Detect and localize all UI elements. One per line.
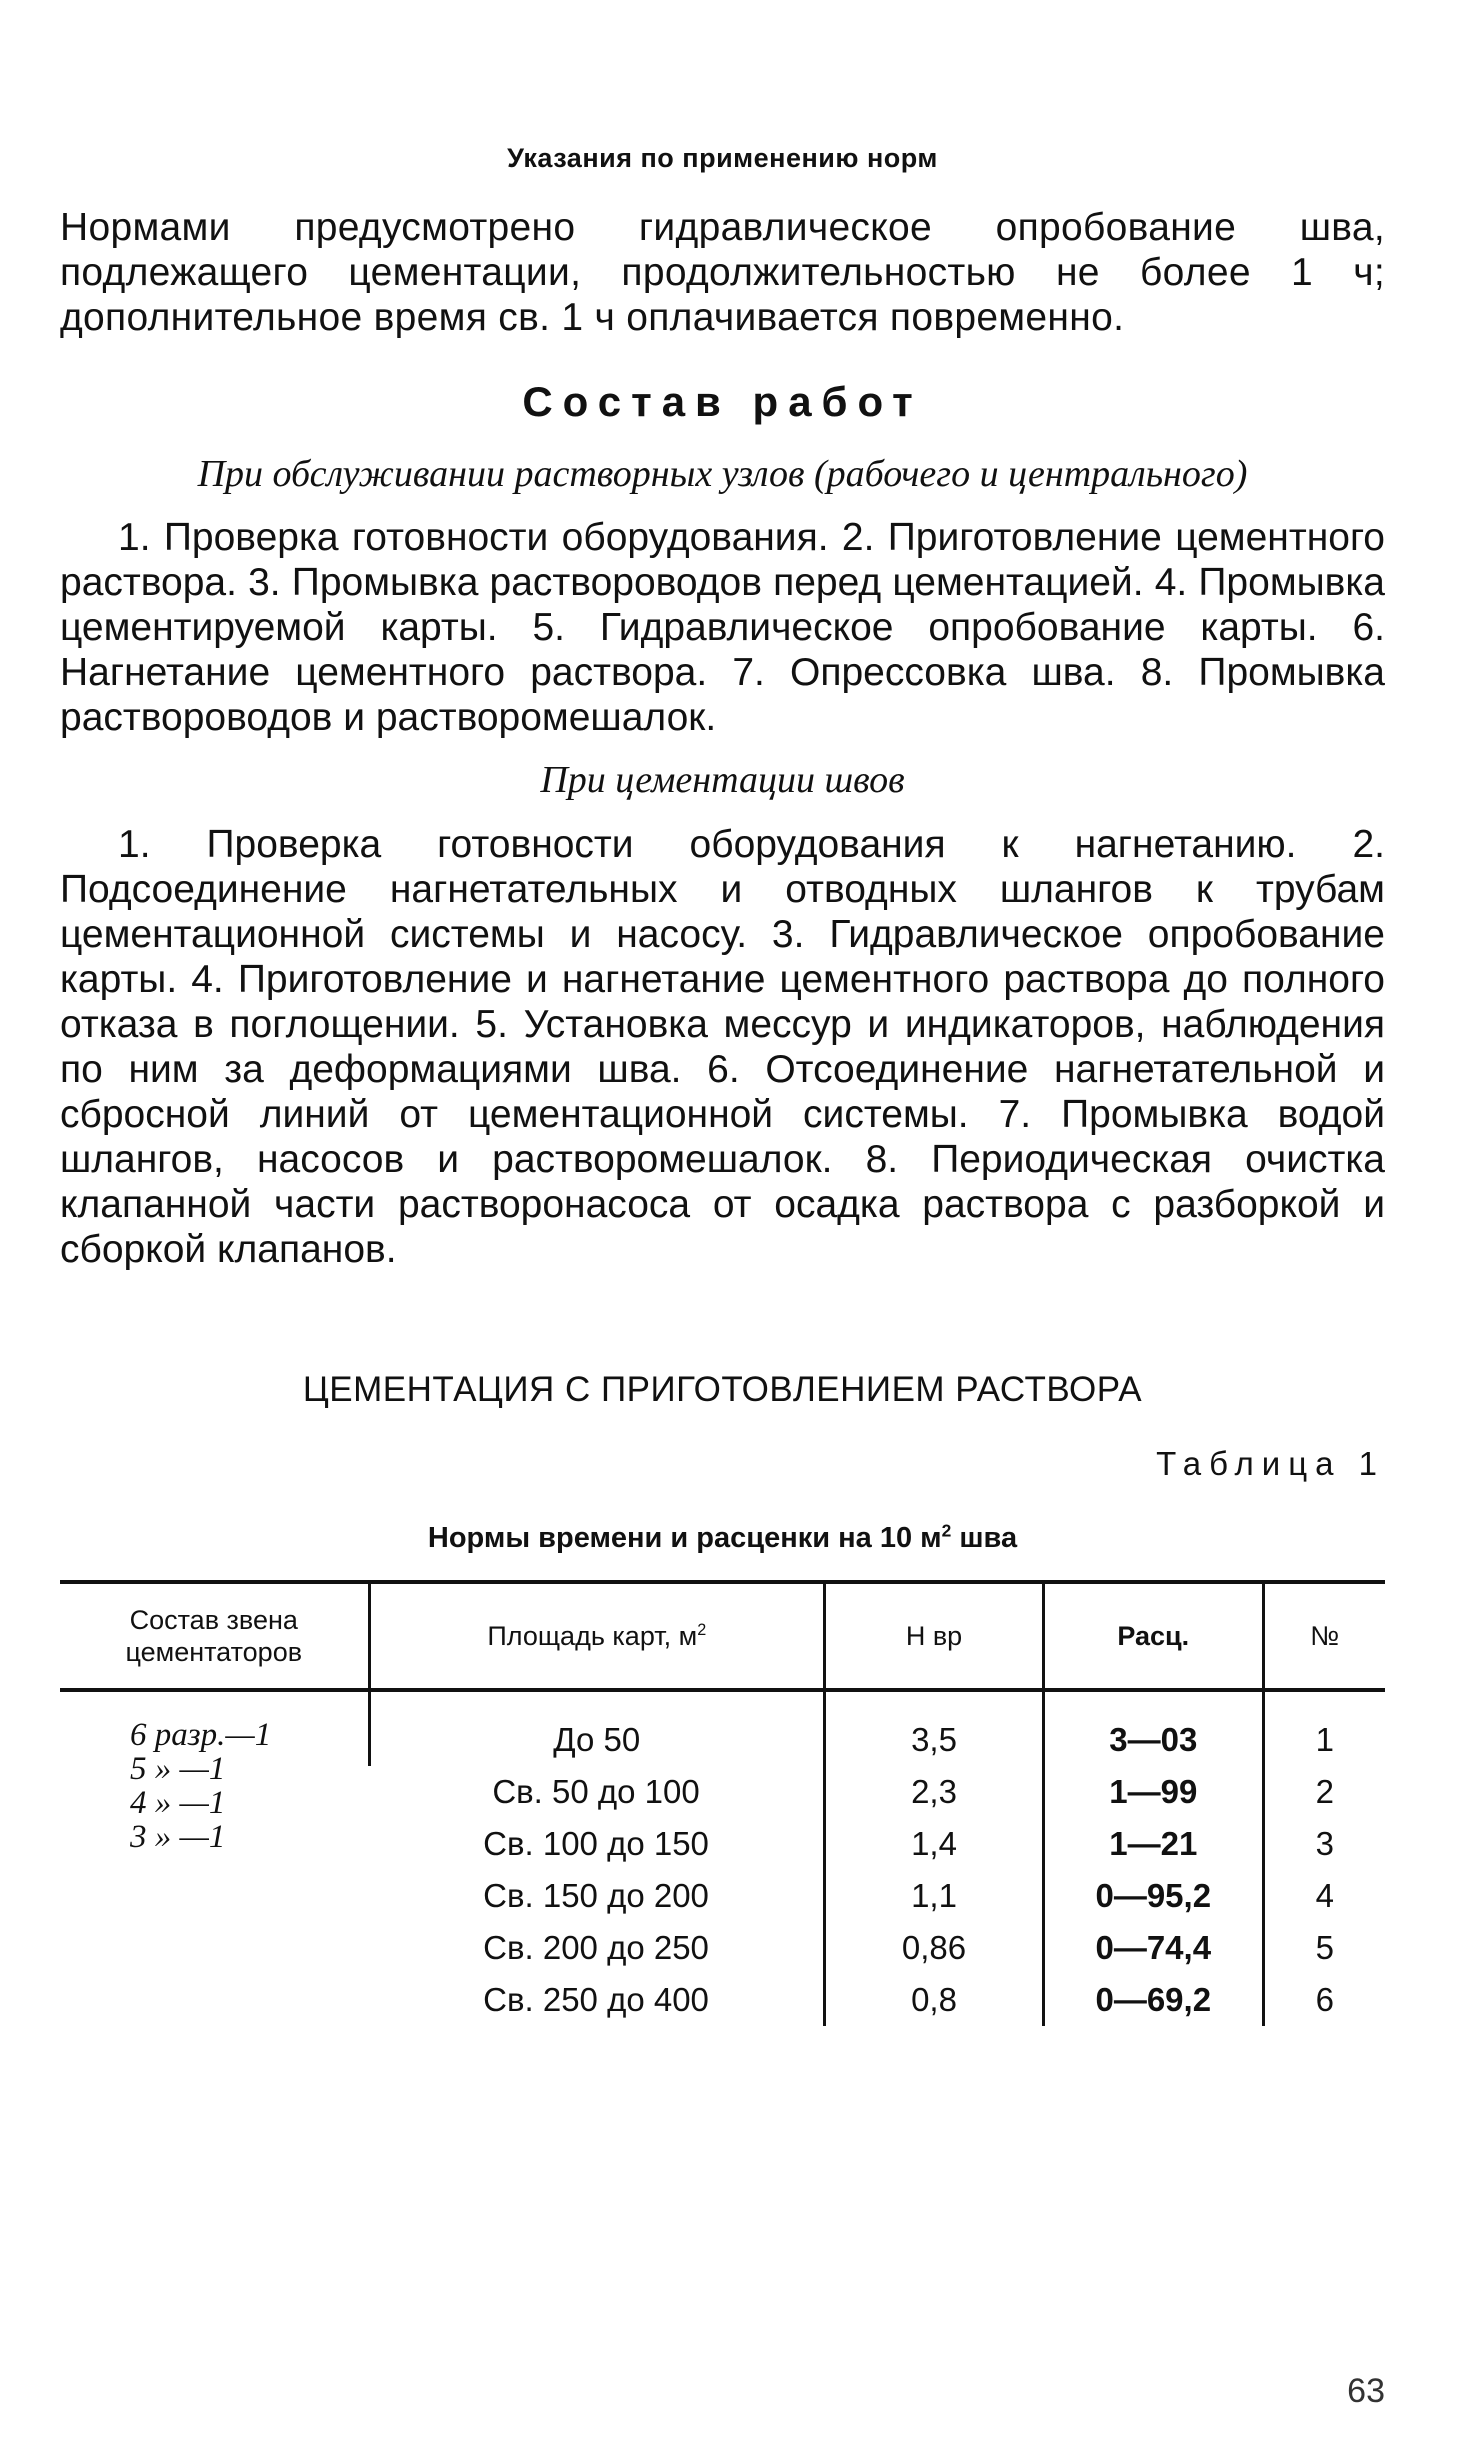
rate-cell: 1—99	[1044, 1766, 1264, 1818]
table-header-row	[60, 1582, 1385, 1690]
cementation-paragraph: 1. Проверка готовности оборудования к нагнетанию. 2. Подсоединение нагнетательных и отводных шлангов к трубам цементационной системы и насосу. 3. Гидравлическое опробование карты. 4. Приготовление и нагнетание цементного раствора до полного отказа в поглощении. 5. Установка мессур и индикаторов, наблюдения по ним за деформациями шва. 6. Отсоединение нагнетательной и сбросной линий от цементационной системы. 7. Промывка водой шлангов, насосов и растворомешалок. 8. Периодическая очистка клапанной части растворонасоса от осадка раствора с разборкой и сборкой клапанов.	[60, 823, 1385, 1271]
crew-line: 3 » —1	[130, 1819, 226, 1855]
table-caption-text: Нормы времени и расценки на 10 м	[427, 1522, 942, 1554]
header-time: Н вр	[825, 1582, 1044, 1690]
header-number: №	[1263, 1582, 1385, 1690]
table-label: Таблица 1	[1156, 1445, 1385, 1482]
time-cell: 0,86	[825, 1922, 1044, 1974]
rate-cell: 0—74,4	[1044, 1922, 1264, 1974]
rate-cell: 0—69,2	[1044, 1974, 1264, 2026]
notes-paragraph: Нормами предусмотрено гидравлическое опробование шва, подлежащего цементации, продолжительностью не более 1 ч; дополнительное время св. 1 ч оплачивается повременно.	[60, 206, 1385, 339]
page-number: 63	[1347, 2372, 1385, 2410]
time-cell: 1,1	[825, 1870, 1044, 1922]
norms-table	[60, 1580, 1385, 2026]
service-paragraph: 1. Проверка готовности оборудования. 2. Приготовление цементного раствора. 3. Промывка растворoводов перед цементацией. 4. Промывка цементируемой карты. 5. Гидравлическое опробование карты. 6. Нагнетание цементного раствора. 7. Опрессовка шва. 8. Промывка растворoводов и растворомешалок.	[60, 516, 1385, 739]
service-subheading: При обслуживании растворных узлов (рабочего и центрального)	[197, 453, 1248, 495]
area-cell: Св. 50 до 100	[492, 1773, 700, 1810]
header-area-superscript: 2	[697, 1621, 707, 1639]
table-caption-suffix: шва	[951, 1522, 1018, 1554]
number-cell: 5	[1263, 1922, 1385, 1974]
crew-line: 6 разр.—1	[130, 1717, 272, 1753]
notes-heading: Указания по применению норм	[507, 143, 938, 173]
header-crew	[60, 1582, 369, 1690]
number-cell: 4	[1263, 1870, 1385, 1922]
header-crew-line2: цементаторов	[125, 1637, 303, 1667]
header-area-text: Площадь карт, м	[487, 1621, 698, 1651]
header-area	[369, 1582, 825, 1690]
time-cell: 2,3	[825, 1766, 1044, 1818]
table-row	[60, 1690, 1385, 1766]
area-cell: Св. 100 до 150	[483, 1825, 709, 1862]
time-cell: 1,4	[825, 1818, 1044, 1870]
rate-cell: 0—95,2	[1044, 1870, 1264, 1922]
crew-line: 4 » —1	[130, 1785, 226, 1821]
rate-cell: 1—21	[1044, 1818, 1264, 1870]
time-cell: 3,5	[825, 1690, 1044, 1766]
time-cell: 0,8	[825, 1974, 1044, 2026]
area-cell: Св. 250 до 400	[483, 1981, 709, 2018]
number-cell: 2	[1263, 1766, 1385, 1818]
rate-cell: 3—03	[1044, 1690, 1264, 1766]
header-crew-line1: Состав звена	[129, 1605, 298, 1635]
crew-composition-cell	[60, 1690, 369, 2026]
table-caption-superscript: 2	[941, 1520, 952, 1541]
header-rate: Расц.	[1044, 1582, 1264, 1690]
crew-line: 5 » —1	[130, 1751, 226, 1787]
area-cell: Св. 200 до 250	[483, 1929, 709, 1966]
number-cell: 3	[1263, 1818, 1385, 1870]
area-cell: Св. 150 до 200	[483, 1877, 709, 1914]
number-cell: 1	[1263, 1690, 1385, 1766]
area-cell: До 50	[369, 1690, 825, 1766]
table-title: ЦЕМЕНТАЦИЯ С ПРИГОТОВЛЕНИЕМ РАСТВОРА	[302, 1370, 1143, 1409]
cementation-subheading: При цементации швов	[540, 759, 905, 801]
number-cell: 6	[1263, 1974, 1385, 2026]
document-page	[60, 0, 1385, 2464]
work-composition-title: Состав работ	[522, 378, 923, 425]
table-caption	[60, 1522, 1385, 1555]
